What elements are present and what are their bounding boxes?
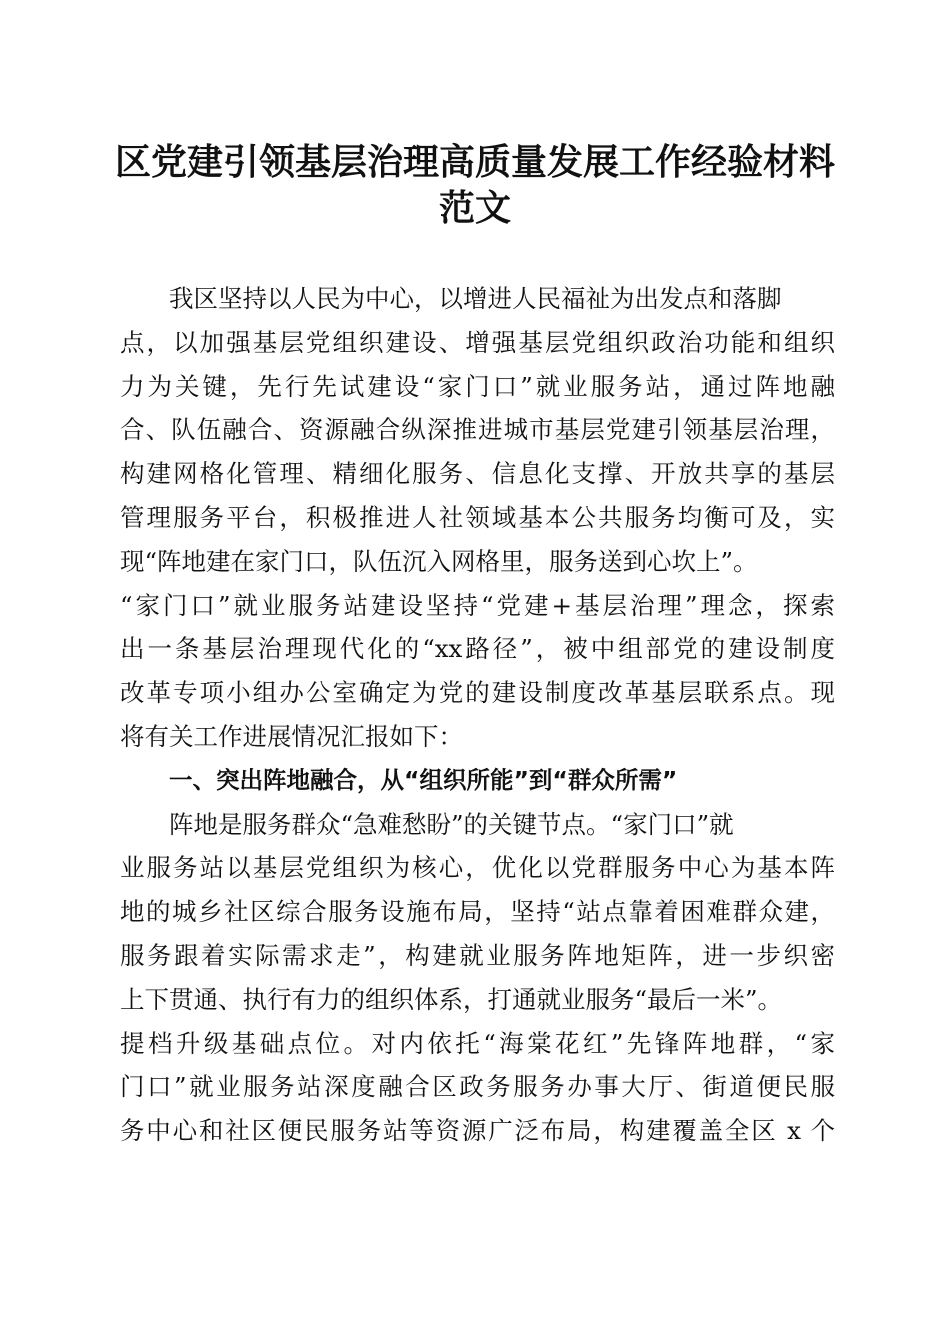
paragraph-line: 管理服务平台，积极推进人社领域基本公共服务均衡可及，实 xyxy=(120,502,835,532)
paragraph-line: 业服务站以基层党组织为核心，优化以党群服务中心为基本阵 xyxy=(120,853,835,883)
paragraph-line: 出一条基层治理现代化的“xx路径”，被中组部党的建设制度 xyxy=(120,634,835,664)
document-body xyxy=(120,277,835,1153)
document-title-line-1: 区党建引领基层治理高质量发展工作经验材料 xyxy=(114,141,835,183)
paragraph-line: 构建网格化管理、精细化服务、信息化支撑、开放共享的基层 xyxy=(120,459,835,489)
paragraph-line: 点，以加强基层党组织建设、增强基层党组织政治功能和组织 xyxy=(120,327,835,357)
paragraph-line: 改革专项小组办公室确定为党的建设制度改革基层联系点。现 xyxy=(120,678,835,708)
paragraph-line: 上下贯通、执行有力的组织体系，打通就业服务“最后一米”。 xyxy=(120,984,783,1014)
paragraph-line: 力为关键，先行先试建设“家门口”就业服务站，通过阵地融 xyxy=(120,371,835,401)
paragraph-line: “家门口”就业服务站建设坚持“党建+基层治理”理念，探索 xyxy=(120,590,835,620)
paragraph-line: 务中心和社区便民服务站等资源广泛布局，构建覆盖全区 x 个 xyxy=(120,1116,835,1146)
paragraph-line: 门口”就业服务站深度融合区政务服务办事大厅、街道便民服 xyxy=(120,1072,835,1102)
paragraph-line: 服务跟着实际需求走”，构建就业服务阵地矩阵，进一步织密 xyxy=(120,940,835,970)
section-heading: 一、突出阵地融合，从“组织所能”到“群众所需” xyxy=(169,765,678,794)
paragraph-line: 我区坚持以人民为中心，以增进人民福祉为出发点和落脚 xyxy=(169,284,782,313)
paragraph-line: 阵地是服务群众“急难愁盼”的关键节点。“家门口”就 xyxy=(169,809,734,839)
paragraph-line: 提档升级基础点位。对内依托“海棠花红”先锋阵地群，“家 xyxy=(120,1028,835,1058)
document-title-line-2: 范文 xyxy=(438,187,511,229)
paragraph-line: 现“阵地建在家门口，队伍沉入网格里，服务送到心坎上”。 xyxy=(120,546,758,576)
paragraph-line: 合、队伍融合、资源融合纵深推进城市基层党建引领基层治理， xyxy=(120,415,835,445)
paragraph-line: 地的城乡社区综合服务设施布局，坚持“站点靠着困难群众建， xyxy=(120,897,835,927)
paragraph-line: 将有关工作进展情况汇报如下： xyxy=(120,721,463,751)
